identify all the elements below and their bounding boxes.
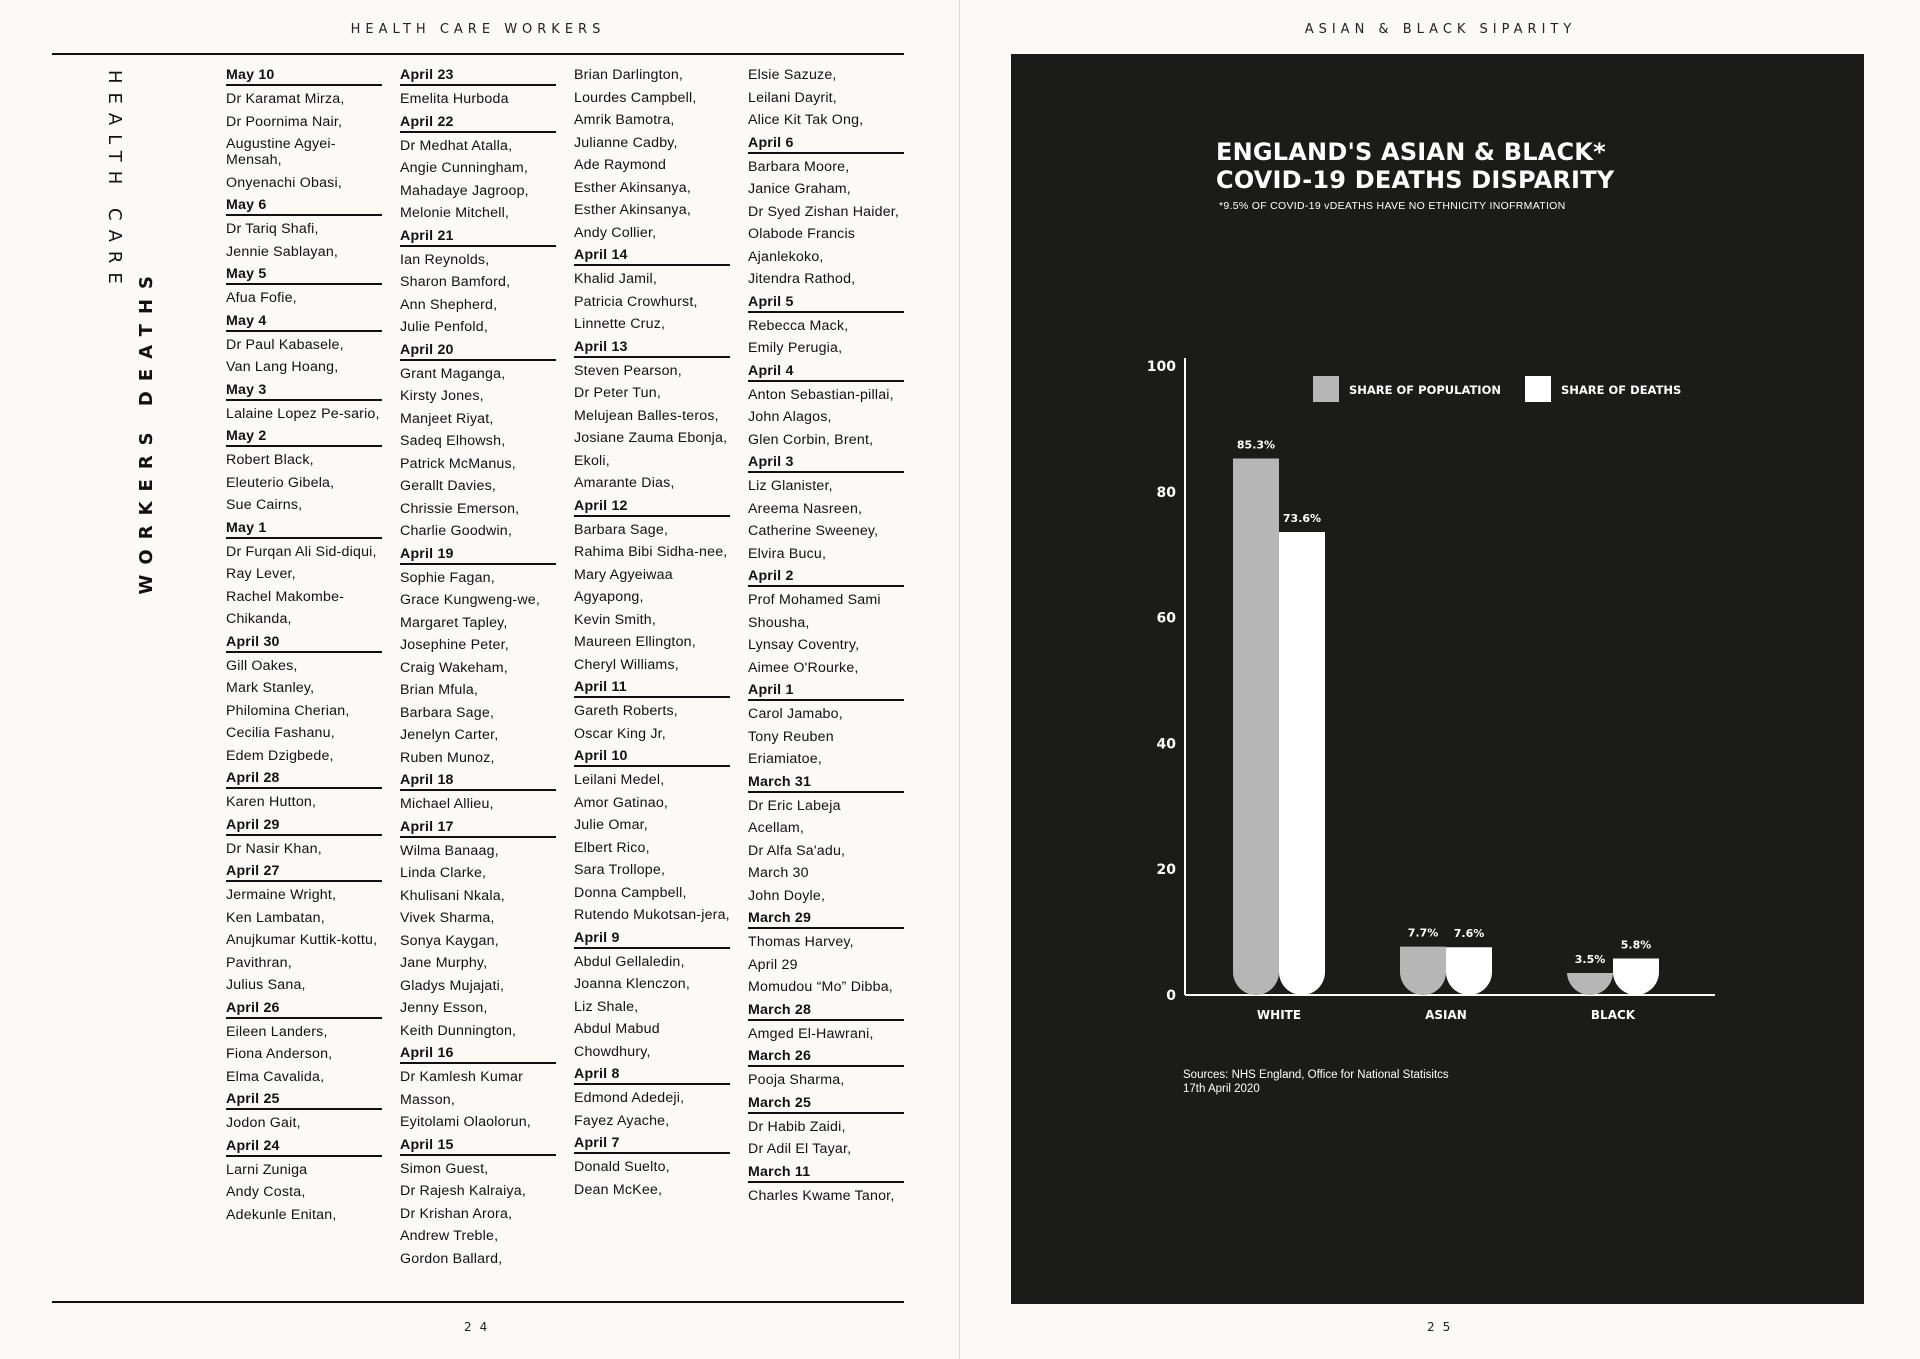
worker-name: Liz Shale, — [574, 998, 639, 1015]
worker-name: Olabode Francis — [748, 226, 856, 242]
worker-name: Brian Mfula, — [400, 682, 479, 698]
worker-name: Mahadaye Jagroop, — [400, 182, 529, 199]
worker-name: Ken Lambatan, — [226, 909, 325, 926]
date-heading: April 24 — [226, 1135, 382, 1157]
worker-name: Amged El-Hawrani, — [748, 1025, 874, 1042]
worker-name: Dean McKee, — [574, 1181, 663, 1198]
worker-name: Kevin Smith, — [574, 611, 657, 628]
data-label: 85.3% — [1236, 438, 1276, 452]
date-heading: May 6 — [226, 194, 382, 216]
data-label: 3.5% — [1574, 952, 1606, 966]
date-heading: May 4 — [226, 310, 382, 332]
x-category-label: ASIAN — [1425, 1008, 1467, 1022]
date-heading: April 3 — [748, 451, 904, 473]
worker-name: Areema Nasreen, — [748, 500, 863, 517]
worker-name: Sonya Kaygan, — [400, 932, 499, 949]
worker-name: Adekunle Enitan, — [226, 1206, 337, 1223]
worker-name: Steven Pearson, — [574, 362, 682, 379]
worker-name: Margaret Tapley, — [400, 614, 508, 631]
bar-asian-population — [1400, 947, 1446, 995]
worker-name: Prof Mohamed Sami — [748, 592, 881, 608]
worker-name: Patrick McManus, — [400, 455, 516, 472]
worker-name: Momudou “Mo” Dibba, — [748, 979, 893, 995]
worker-name: Patricia Crowhurst, — [574, 293, 698, 310]
bar-white-population — [1233, 458, 1279, 995]
worker-name: Barbara Sage, — [400, 704, 495, 721]
date-heading: April 17 — [400, 816, 556, 838]
chart-panel — [1011, 54, 1864, 1304]
worker-name: Gerallt Davies, — [400, 478, 497, 494]
worker-name: Dr Peter Tun, — [574, 385, 661, 401]
date-heading: April 10 — [574, 745, 730, 767]
date-heading: April 11 — [574, 676, 730, 698]
worker-name: Masson, — [400, 1091, 456, 1108]
worker-name: Mary Agyeiwaa — [574, 566, 673, 583]
worker-name: Karen Hutton, — [226, 794, 317, 810]
worker-name: Rebecca Mack, — [748, 317, 849, 334]
worker-name: Oscar King Jr, — [574, 725, 666, 742]
worker-name: Joanna Klenczon, — [574, 976, 690, 992]
worker-name: Josiane Zauma Ebonja, — [574, 430, 728, 446]
worker-name: Ade Raymond — [574, 157, 667, 173]
worker-name: Sadeq Elhowsh, — [400, 433, 506, 449]
worker-name: Cheryl Williams, — [574, 656, 679, 673]
names-column-2 — [400, 64, 556, 1270]
worker-name: Ray Lever, — [226, 566, 296, 582]
legend-label-population: SHARE OF POPULATION — [1349, 383, 1501, 397]
worker-name: Sara Trollope, — [574, 862, 666, 878]
data-label: 5.8% — [1620, 938, 1652, 952]
left-page — [0, 0, 959, 1359]
worker-name: Keith Dunnington, — [400, 1022, 517, 1039]
names-column-1 — [226, 64, 382, 1226]
worker-name: Abdul Gellaledin, — [574, 953, 685, 970]
worker-name: Edem Dzigbede, — [226, 747, 334, 764]
legend-swatch-deaths — [1525, 376, 1551, 402]
worker-name: Leilani Medel, — [574, 772, 665, 788]
worker-name: Lourdes Campbell, — [574, 89, 697, 106]
y-tick-label: 80 — [1156, 484, 1176, 501]
worker-name: Michael Allieu, — [400, 796, 494, 812]
worker-name: April 29 — [748, 956, 798, 973]
date-heading: April 13 — [574, 336, 730, 358]
date-heading: April 28 — [226, 767, 382, 789]
worker-name: Mark Stanley, — [226, 680, 315, 696]
worker-name: Leilani Dayrit, — [748, 89, 837, 106]
chart-title-line-2: COVID-19 DEATHS DISPARITY — [1216, 166, 1615, 194]
legend-swatch-population — [1313, 376, 1339, 402]
y-tick-label: 40 — [1156, 736, 1176, 753]
worker-name: Dr Adil El Tayar, — [748, 1141, 852, 1157]
worker-name: Jennie Sablayan, — [226, 243, 339, 260]
worker-name: Grant Maganga, — [400, 365, 506, 382]
date-heading: April 1 — [748, 679, 904, 701]
worker-name: Manjeet Riyat, — [400, 410, 494, 427]
chart-title-line-1: ENGLAND'S ASIAN & BLACK* — [1216, 138, 1606, 166]
worker-name: Brian Darlington, — [574, 67, 684, 83]
bottom-rule-left — [52, 1301, 904, 1303]
worker-name: Jermaine Wright, — [226, 887, 337, 903]
worker-name: Anujkumar Kuttik-kottu, — [226, 932, 378, 948]
date-heading: March 26 — [748, 1045, 904, 1067]
bar-white-deaths — [1279, 532, 1325, 995]
worker-name: Abdul Mabud — [574, 1021, 660, 1037]
worker-name: Chikanda, — [226, 611, 292, 627]
worker-name: Julie Omar, — [574, 817, 648, 833]
worker-name: Charles Kwame Tanor, — [748, 1187, 895, 1204]
date-heading: April 6 — [748, 132, 904, 154]
sources-line-2: 17th April 2020 — [1183, 1083, 1260, 1095]
worker-name: Liz Glanister, — [748, 478, 833, 494]
names-column-3 — [574, 64, 730, 1201]
date-heading: April 20 — [400, 339, 556, 361]
worker-name: Donna Campbell, — [574, 884, 687, 901]
date-heading: April 15 — [400, 1134, 556, 1156]
worker-name: Philomina Cherian, — [226, 702, 350, 719]
data-label: 73.6% — [1282, 512, 1322, 526]
chart-subtitle: *9.5% OF COVID-19 vDEATHS HAVE NO ETHNICITY INOFRMATION — [1219, 200, 1566, 212]
date-heading: March 11 — [748, 1161, 904, 1183]
date-heading: April 5 — [748, 291, 904, 313]
worker-name: Cecilia Fashanu, — [226, 725, 335, 741]
worker-name: John Doyle, — [748, 887, 826, 904]
worker-name: Amarante Dias, — [574, 475, 675, 491]
data-label: 7.6% — [1453, 927, 1485, 941]
worker-name: Larni Zuniga — [226, 1161, 308, 1178]
worker-name: Eileen Landers, — [226, 1023, 328, 1040]
bar-asian-deaths — [1446, 947, 1492, 995]
worker-name: Josephine Peter, — [400, 637, 509, 653]
worker-name: Linda Clarke, — [400, 865, 487, 881]
worker-name: Sharon Bamford, — [400, 274, 511, 290]
worker-name: Dr Nasir Khan, — [226, 840, 322, 857]
worker-name: Fiona Anderson, — [226, 1046, 333, 1062]
worker-name: Janice Graham, — [748, 181, 851, 197]
date-heading: March 31 — [748, 771, 904, 793]
date-heading: April 2 — [748, 565, 904, 587]
worker-name: Julius Sana, — [226, 977, 306, 993]
date-heading: April 29 — [226, 814, 382, 836]
worker-name: Chrissie Emerson, — [400, 500, 520, 517]
worker-name: Chowdhury, — [574, 1043, 651, 1060]
worker-name: Acellam, — [748, 820, 805, 836]
worker-name: Shousha, — [748, 614, 810, 631]
date-heading: May 1 — [226, 517, 382, 539]
worker-name: Elvira Bucu, — [748, 545, 827, 562]
worker-name: Elma Cavalida, — [226, 1068, 325, 1085]
worker-name: Julianne Cadby, — [574, 134, 678, 151]
worker-name: Van Lang Hoang, — [226, 359, 339, 375]
date-heading: April 18 — [400, 769, 556, 791]
date-heading: March 28 — [748, 999, 904, 1021]
worker-name: Gladys Mujajati, — [400, 977, 505, 994]
x-category-label: BLACK — [1590, 1008, 1636, 1022]
right-page — [961, 0, 1920, 1359]
worker-name: Pavithran, — [226, 954, 292, 971]
worker-name: Kirsty Jones, — [400, 388, 484, 404]
worker-name: Linnette Cruz, — [574, 316, 666, 332]
worker-name: Glen Corbin, Brent, — [748, 431, 874, 448]
date-heading: April 16 — [400, 1042, 556, 1064]
top-rule-left — [52, 53, 904, 55]
names-column-4 — [748, 64, 904, 1207]
worker-name: March 30 — [748, 865, 809, 881]
running-head-right: ASIAN & BLACK SIPARITY — [1304, 22, 1577, 37]
worker-name: Ann Shepherd, — [400, 296, 498, 313]
legend-label-deaths: SHARE OF DEATHS — [1561, 383, 1682, 397]
worker-name: Gill Oakes, — [226, 657, 298, 674]
worker-name: Amrik Bamotra, — [574, 112, 675, 128]
worker-name: Emily Perugia, — [748, 340, 843, 356]
worker-name: Onyenachi Obasi, — [226, 174, 342, 191]
y-tick-label: 0 — [1166, 988, 1176, 1004]
worker-name: Grace Kungweng-we, — [400, 592, 541, 608]
worker-name: Robert Black, — [226, 452, 314, 468]
date-heading: April 4 — [748, 360, 904, 382]
worker-name: Eleuterio Gibela, — [226, 474, 335, 491]
bar-black-deaths — [1613, 959, 1659, 995]
worker-name: Sue Cairns, — [226, 497, 303, 513]
worker-name: Dr Karamat Mirza, — [226, 91, 345, 107]
worker-name: Jenny Esson, — [400, 1000, 488, 1016]
worker-name: Tony Reuben — [748, 728, 834, 745]
worker-name: Gareth Roberts, — [574, 703, 678, 719]
worker-name: Melujean Balles-teros, — [574, 407, 719, 424]
worker-name: Jenelyn Carter, — [400, 727, 499, 743]
worker-name: Elsie Sazuze, — [748, 67, 837, 83]
sources-line-1: Sources: NHS England, Office for National Statisitcs — [1183, 1069, 1449, 1081]
date-heading: April 14 — [574, 244, 730, 266]
worker-name: Khulisani Nkala, — [400, 887, 505, 904]
worker-name: Lynsay Coventry, — [748, 637, 860, 653]
date-heading: May 5 — [226, 263, 382, 285]
worker-name: Rahima Bibi Sidha-nee, — [574, 544, 728, 560]
y-tick-label: 20 — [1156, 862, 1176, 879]
worker-name: Alice Kit Tak Ong, — [748, 112, 864, 128]
y-tick-label: 60 — [1156, 610, 1176, 627]
date-heading: May 2 — [226, 425, 382, 447]
worker-name: Catherine Sweeney, — [748, 523, 879, 539]
date-heading: April 25 — [226, 1088, 382, 1110]
date-heading: May 10 — [226, 64, 382, 86]
worker-name: Thomas Harvey, — [748, 934, 854, 950]
date-heading: April 21 — [400, 225, 556, 247]
worker-name: Jane Murphy, — [400, 955, 488, 971]
worker-name: Barbara Moore, — [748, 158, 850, 175]
worker-name: Gordon Ballard, — [400, 1250, 503, 1267]
date-heading: April 23 — [400, 64, 556, 86]
date-heading: April 27 — [226, 860, 382, 882]
date-heading: April 19 — [400, 543, 556, 565]
worker-name: Dr Syed Zishan Haider, — [748, 203, 900, 220]
date-heading: April 30 — [226, 631, 382, 653]
worker-name: Charlie Goodwin, — [400, 523, 513, 539]
worker-name: Angie Cunningham, — [400, 160, 529, 176]
worker-name: Agyapong, — [574, 589, 644, 605]
date-heading: April 9 — [574, 927, 730, 949]
worker-name: Wilma Banaag, — [400, 842, 499, 859]
worker-name: Eriamiatoe, — [748, 751, 822, 767]
worker-name: Julie Penfold, — [400, 319, 488, 335]
worker-name: Amor Gatinao, — [574, 794, 669, 811]
worker-name: John Alagos, — [748, 409, 832, 425]
date-heading: April 26 — [226, 997, 382, 1019]
worker-name: Ian Reynolds, — [400, 251, 490, 268]
worker-name: Jitendra Rathod, — [748, 271, 856, 287]
data-label: 7.7% — [1407, 926, 1439, 940]
worker-name: Dr Poornima Nair, — [226, 113, 343, 130]
book-spine — [959, 0, 960, 1359]
worker-name: Edmond Adedeji, — [574, 1090, 685, 1106]
worker-name: Simon Guest, — [400, 1160, 489, 1177]
y-tick-label: 100 — [1146, 359, 1176, 375]
date-heading: March 29 — [748, 907, 904, 929]
date-heading: April 8 — [574, 1063, 730, 1085]
worker-name: Dr Rajesh Kalraiya, — [400, 1183, 527, 1199]
page-number-right: 25 — [1427, 1320, 1459, 1334]
worker-name: Elbert Rico, — [574, 839, 650, 856]
worker-name: Ajanlekoko, — [748, 248, 824, 265]
date-heading: April 12 — [574, 495, 730, 517]
worker-name: Jodon Gait, — [226, 1115, 301, 1131]
chart-sources — [1183, 1068, 1449, 1096]
worker-name: Andy Collier, — [574, 224, 657, 241]
worker-name: Esther Akinsanya, — [574, 202, 691, 218]
date-heading: March 25 — [748, 1092, 904, 1114]
worker-name: Dr Habib Zaidi, — [748, 1118, 846, 1135]
worker-name: Aimee O'Rourke, — [748, 659, 859, 676]
worker-name: Anton Sebastian-pillai, — [748, 386, 894, 403]
worker-name: Dr Alfa Sa'adu, — [748, 842, 846, 859]
worker-name: Andrew Treble, — [400, 1228, 499, 1244]
worker-name: Donald Suelto, — [574, 1159, 670, 1175]
vertical-title-health-care: HEALTH CARE — [104, 70, 125, 293]
worker-name: Dr Krishan Arora, — [400, 1205, 513, 1222]
worker-name: Emelita Hurboda — [400, 91, 509, 107]
worker-name: Dr Tariq Shafi, — [226, 221, 319, 237]
worker-name: Pooja Sharma, — [748, 1072, 845, 1088]
worker-name: Dr Eric Labeja — [748, 797, 841, 814]
date-heading: April 22 — [400, 111, 556, 133]
worker-name: Andy Costa, — [226, 1184, 306, 1200]
worker-name: Dr Kamlesh Kumar — [400, 1069, 524, 1085]
x-category-label: WHITE — [1256, 1008, 1302, 1022]
worker-name: Rutendo Mukotsan-jera, — [574, 907, 730, 923]
running-head-left: HEALTH CARE WORKERS — [350, 22, 606, 37]
worker-name: Fayez Ayache, — [574, 1112, 670, 1129]
worker-name: Augustine Agyei-Mensah, — [226, 136, 336, 168]
worker-name: Sophie Fagan, — [400, 569, 495, 586]
worker-name: Dr Medhat Atalla, — [400, 137, 513, 154]
bar-black-population — [1567, 972, 1613, 995]
worker-name: Eyitolami Olaolorun, — [400, 1114, 531, 1130]
vertical-title-workers-deaths: WORKERS DEATHS — [136, 266, 157, 595]
worker-name: Ekoli, — [574, 452, 610, 469]
worker-name: Dr Furqan Ali Sid-diqui, — [226, 543, 377, 560]
worker-name: Barbara Sage, — [574, 521, 669, 538]
worker-name: Lalaine Lopez Pe-sario, — [226, 405, 380, 422]
worker-name: Ruben Munoz, — [400, 749, 495, 766]
worker-name: Melonie Mitchell, — [400, 205, 510, 221]
page-number-left: 24 — [464, 1320, 496, 1334]
date-heading: April 7 — [574, 1132, 730, 1154]
worker-name: Maureen Ellington, — [574, 634, 696, 650]
worker-name: Dr Paul Kabasele, — [226, 336, 344, 353]
date-heading: May 3 — [226, 379, 382, 401]
worker-name: Khalid Jamil, — [574, 271, 658, 287]
worker-name: Carol Jamabo, — [748, 706, 843, 722]
worker-name: Esther Akinsanya, — [574, 179, 691, 196]
worker-name: Craig Wakeham, — [400, 659, 508, 676]
worker-name: Afua Fofie, — [226, 290, 297, 306]
bar-chart — [1011, 54, 1864, 1304]
worker-name: Rachel Makombe- — [226, 588, 345, 605]
worker-name: Vivek Sharma, — [400, 910, 495, 926]
